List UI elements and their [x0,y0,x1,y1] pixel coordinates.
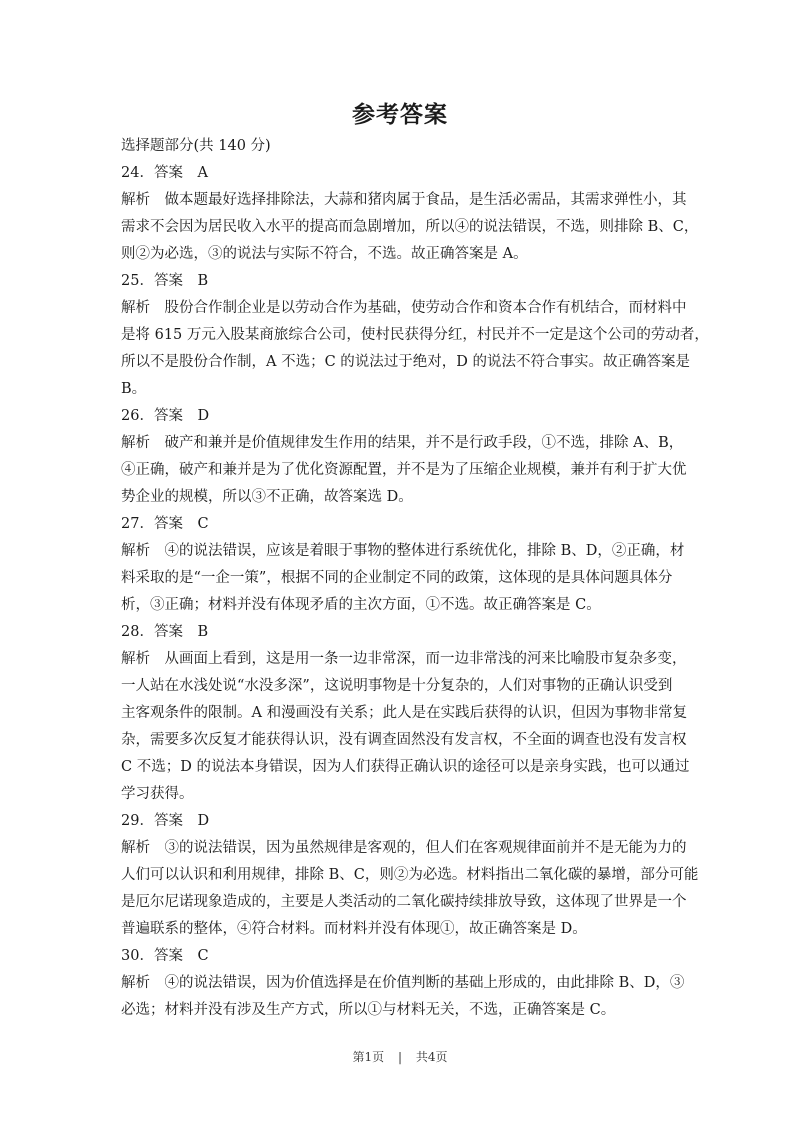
explanation-line: 所以不是股份合作制，A 不选；C 的说法过于绝对，D 的说法不符合事实。故正确答案是 [121,354,691,370]
explanation-line: 杂，需要多次反复才能获得认识，没有调查固然没有发言权，不全面的调查也没有发言权 [121,732,687,748]
explanation-line: 是将 615 万元入股某商旅综合公司，使村民获得分红，村民并不一定是这个公司的劳动者， [121,327,709,343]
explanation-line: 人们可以认识和利用规律，排除 B、C，则②为必选。材料指出二氧化碳的暴增，部分可能 [121,867,699,883]
explanation-line: 普遍联系的整体，④符合材料。而材料并没有体现①，故正确答案是 D。 [121,921,587,937]
explanation-line: C 不选；D 的说法本身错误，因为人们获得正确认识的途径可以是亲身实践，也可以通过 [121,759,690,775]
explanation-line: 解析 破产和兼并是价值规律发生作用的结果，并不是行政手段，①不选，排除 A、B， [121,435,684,451]
answer-q24: 24．答案 A [121,165,208,181]
explanation-line: 必选；材料并没有涉及生产方式，所以①与材料无关，不选，正确答案是 C。 [121,1002,616,1018]
explanation-line: 解析 从画面上看到，这是用一条一边非常深，而一边非常浅的河来比喻股市复杂多变， [121,651,687,667]
answer-q25: 25．答案 B [121,273,209,289]
explanation-line: 势企业的规模，所以③不正确，故答案选 D。 [121,489,413,505]
explanation-line: B。 [121,381,147,397]
page-total: 共4页 [415,1050,448,1064]
answer-q28: 28．答案 B [121,624,209,640]
answer-q26: 26．答案 D [121,408,210,424]
page-title: 参考答案 [352,102,448,128]
explanation-line: 料采取的是“一企一策”，根据不同的企业制定不同的政策，这体现的是具体问题具体分 [121,570,673,586]
explanation-line: 需求不会因为居民收入水平的提高而急剧增加，所以④的说法错误，不选，则排除 B、C， [121,219,699,235]
explanation-line: 是厄尔尼诺现象造成的，主要是人类活动的二氧化碳持续排放导致，这体现了世界是一个 [121,894,687,910]
explanation-line: ④正确，破产和兼并是为了优化资源配置，并不是为了压缩企业规模，兼并有利于扩大优 [121,462,687,478]
explanation-line: 解析 股份合作制企业是以劳动合作为基础，使劳动合作和资本合作有机结合，而材料中 [121,300,687,316]
explanation-line: 一人站在水浅处说“水没多深”，这说明事物是十分复杂的，人们对事物的正确认识受到 [121,678,673,694]
explanation-line: 学习获得。 [121,786,194,802]
explanation-line: 析，③正确；材料并没有体现矛盾的主次方面，①不选。故正确答案是 C。 [121,597,601,613]
page-footer [0,1048,800,1065]
explanation-line: 解析 做本题最好选择排除法，大蒜和猪肉属于食品，是生活必需品，其需求弹性小，其 [121,192,687,208]
answer-q30: 30．答案 C [121,948,209,964]
explanation-line: 解析 ④的说法错误，应该是着眼于事物的整体进行系统优化，排除 B、D，②正确，材 [121,543,685,559]
explanation-line: 主客观条件的限制。A 和漫画没有关系；此人是在实践后获得的认识，但因为事物非常复 [121,705,688,721]
explanation-line: 解析 ③的说法错误，因为虽然规律是客观的，但人们在客观规律面前并不是无能为力的 [121,840,687,856]
explanation-line: 则②为必选，③的说法与实际不符合，不选。故正确答案是 A。 [121,246,528,262]
answer-content [121,133,709,1024]
answer-q27: 27．答案 C [121,516,209,532]
footer-separator: | [397,1050,403,1064]
section-heading: 选择题部分(共 140 分) [121,138,271,154]
explanation-line: 解析 ④的说法错误，因为价值选择是在价值判断的基础上形成的，由此排除 B、D，③ [121,975,685,991]
answer-q29: 29．答案 D [121,813,210,829]
page-number: 第1页 [352,1050,385,1064]
